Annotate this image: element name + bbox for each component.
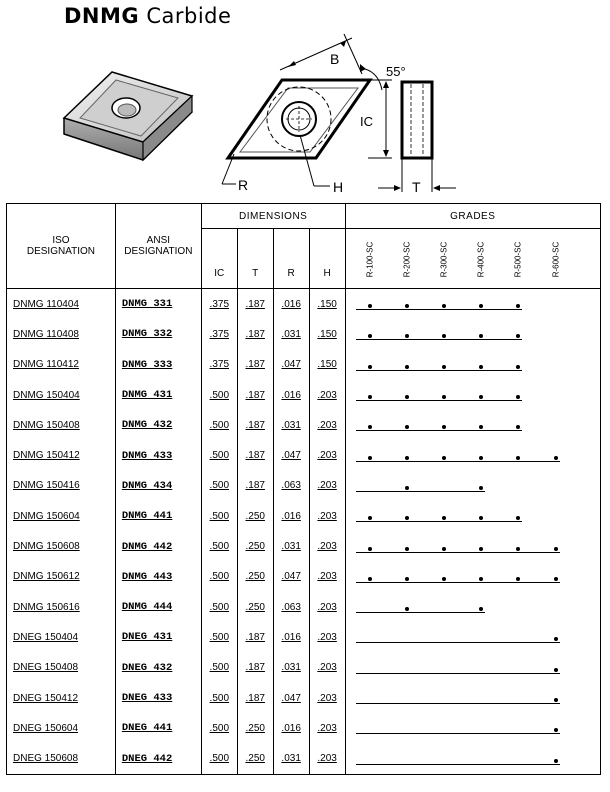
grade-dot (554, 637, 558, 641)
grade-dot (442, 577, 446, 581)
dim-r: .016 (273, 501, 309, 531)
grade-line (356, 733, 560, 734)
title-material: Carbide (146, 4, 232, 28)
dim-ic: .500 (201, 683, 237, 713)
label-h: H (333, 179, 344, 195)
grade-dot (554, 668, 558, 672)
dim-ic: .500 (201, 743, 237, 774)
grade-dot (554, 547, 558, 551)
grade-line (356, 673, 560, 674)
dim-h: .150 (309, 319, 345, 349)
dim-t: .187 (237, 653, 273, 683)
iso-designation: DNMG 150412 (7, 440, 116, 470)
grade-dot (368, 516, 372, 520)
ansi-designation: DNEG 441 (115, 713, 201, 743)
dim-h: .203 (309, 380, 345, 410)
ansi-designation: DNMG 432 (115, 410, 201, 440)
dim-r: .047 (273, 562, 309, 592)
dim-ic: .500 (201, 380, 237, 410)
dim-r: .047 (273, 350, 309, 380)
dim-t: .250 (237, 531, 273, 561)
dim-h: .203 (309, 471, 345, 501)
dim-h: .203 (309, 592, 345, 622)
grade-dot (442, 395, 446, 399)
grade-dot (405, 547, 409, 551)
grade-dot (479, 365, 483, 369)
grade-dot (479, 516, 483, 520)
table-row (7, 622, 601, 652)
dim-h: .203 (309, 683, 345, 713)
table-row (7, 471, 601, 501)
insert-top-view-icon (222, 34, 392, 186)
grade-dot (479, 334, 483, 338)
grade-col-header: R-300-SC (439, 241, 449, 278)
grade-dot (554, 759, 558, 763)
dim-t: .250 (237, 713, 273, 743)
grades-cell (345, 289, 600, 320)
grade-dot (516, 334, 520, 338)
grade-line (356, 370, 522, 371)
label-r: R (238, 177, 249, 193)
grade-dot (405, 486, 409, 490)
dim-r: .016 (273, 289, 309, 320)
label-t: T (412, 179, 421, 195)
dim-t: .187 (237, 289, 273, 320)
grade-dot (368, 365, 372, 369)
label-b: B (330, 51, 340, 67)
grades-cell (345, 592, 600, 622)
grade-col-header: R-600-SC (551, 241, 561, 278)
ansi-designation: DNEG 433 (115, 683, 201, 713)
grades-cell (345, 683, 600, 713)
iso-designation: DNEG 150412 (7, 683, 116, 713)
dim-ic: .500 (201, 501, 237, 531)
dim-r: .016 (273, 713, 309, 743)
dim-r: .063 (273, 592, 309, 622)
grade-col-header: R-500-SC (513, 241, 523, 278)
grade-col-header: R-200-SC (402, 241, 412, 278)
insert-drawing (0, 30, 610, 202)
dim-h: .203 (309, 713, 345, 743)
dim-ic: .500 (201, 592, 237, 622)
table-row (7, 562, 601, 592)
grade-line (356, 309, 522, 310)
iso-designation: DNMG 110408 (7, 319, 116, 349)
grade-dot (479, 304, 483, 308)
grade-line (356, 491, 485, 492)
dim-t: .187 (237, 410, 273, 440)
dim-ic: .500 (201, 471, 237, 501)
ansi-designation: DNMG 442 (115, 531, 201, 561)
dim-r: .016 (273, 622, 309, 652)
grade-dot (405, 516, 409, 520)
ansi-designation: DNEG 431 (115, 622, 201, 652)
ansi-designation: DNMG 443 (115, 562, 201, 592)
dim-h: .150 (309, 289, 345, 320)
dim-h: .203 (309, 410, 345, 440)
grades-cell (345, 440, 600, 470)
table-row (7, 531, 601, 561)
header-h: H (309, 229, 345, 289)
grade-col-header: R-100-SC (365, 241, 375, 278)
ansi-designation: DNEG 432 (115, 653, 201, 683)
header-dimensions: DIMENSIONS (201, 204, 345, 229)
page-title (64, 4, 231, 28)
table-row (7, 380, 601, 410)
dim-r: .031 (273, 410, 309, 440)
iso-designation: DNMG 150408 (7, 410, 116, 440)
table-row (7, 743, 601, 774)
grades-cell (345, 410, 600, 440)
dim-ic: .500 (201, 562, 237, 592)
header-t: T (237, 229, 273, 289)
table-row (7, 410, 601, 440)
dim-h: .203 (309, 501, 345, 531)
grade-line (356, 552, 560, 553)
grades-cell (345, 653, 600, 683)
grade-dot (405, 577, 409, 581)
insert-side-view-icon (378, 82, 456, 192)
grades-cell (345, 350, 600, 380)
dim-ic: .500 (201, 713, 237, 743)
dim-ic: .500 (201, 622, 237, 652)
grade-dot (479, 395, 483, 399)
header-ansi: ANSI DESIGNATION (115, 204, 201, 289)
spec-table (6, 203, 601, 775)
dim-r: .031 (273, 319, 309, 349)
dim-r: .016 (273, 380, 309, 410)
title-product: DNMG (64, 4, 140, 28)
insert-3d-icon (64, 72, 192, 160)
dim-h: .150 (309, 350, 345, 380)
iso-designation: DNMG 150616 (7, 592, 116, 622)
grade-dot (442, 547, 446, 551)
grades-cell (345, 501, 600, 531)
iso-designation: DNMG 110404 (7, 289, 116, 320)
grade-col-header: R-400-SC (476, 241, 486, 278)
grade-dot (368, 547, 372, 551)
iso-designation: DNEG 150404 (7, 622, 116, 652)
dim-h: .203 (309, 440, 345, 470)
table-row (7, 592, 601, 622)
grades-cell (345, 713, 600, 743)
grades-cell (345, 531, 600, 561)
dim-t: .187 (237, 471, 273, 501)
dim-t: .250 (237, 501, 273, 531)
iso-designation: DNMG 150608 (7, 531, 116, 561)
grade-dot (516, 456, 520, 460)
grade-dot (405, 607, 409, 611)
grades-cell (345, 743, 600, 774)
dim-t: .187 (237, 319, 273, 349)
grade-dot (368, 334, 372, 338)
table-row (7, 713, 601, 743)
dim-t: .250 (237, 562, 273, 592)
grade-dot (405, 425, 409, 429)
dim-t: .187 (237, 683, 273, 713)
grade-dot (442, 334, 446, 338)
iso-designation: DNMG 150612 (7, 562, 116, 592)
dim-ic: .375 (201, 319, 237, 349)
grade-dot (479, 486, 483, 490)
header-grade-cols (345, 229, 600, 289)
iso-designation: DNEG 150608 (7, 743, 116, 774)
dim-h: .203 (309, 622, 345, 652)
grades-cell (345, 319, 600, 349)
dim-r: .047 (273, 440, 309, 470)
iso-designation: DNEG 150604 (7, 713, 116, 743)
header-ic: IC (201, 229, 237, 289)
grade-dot (442, 365, 446, 369)
dim-ic: .375 (201, 289, 237, 320)
grade-dot (442, 304, 446, 308)
iso-designation: DNMG 150416 (7, 471, 116, 501)
ansi-designation: DNMG 332 (115, 319, 201, 349)
grade-dot (516, 516, 520, 520)
table-row (7, 440, 601, 470)
header-grades: GRADES (345, 204, 600, 229)
grade-dot (368, 395, 372, 399)
grade-dot (479, 425, 483, 429)
grade-dot (479, 607, 483, 611)
grade-dot (516, 395, 520, 399)
grade-line (356, 339, 522, 340)
table-row (7, 501, 601, 531)
dim-t: .250 (237, 592, 273, 622)
label-ic: IC (360, 114, 373, 129)
dim-h: .203 (309, 743, 345, 774)
grades-cell (345, 380, 600, 410)
grade-dot (442, 516, 446, 520)
grade-dot (405, 395, 409, 399)
dim-t: .187 (237, 380, 273, 410)
grade-dot (479, 547, 483, 551)
grade-line (356, 612, 485, 613)
ansi-designation: DNMG 444 (115, 592, 201, 622)
grade-line (356, 430, 522, 431)
ansi-designation: DNMG 431 (115, 380, 201, 410)
grade-dot (405, 456, 409, 460)
dim-r: .047 (273, 683, 309, 713)
grade-dot (405, 365, 409, 369)
header-r: R (273, 229, 309, 289)
dim-t: .187 (237, 440, 273, 470)
table-row (7, 289, 601, 320)
grade-dot (554, 698, 558, 702)
grade-dot (442, 425, 446, 429)
grade-line (356, 521, 522, 522)
dim-ic: .375 (201, 350, 237, 380)
dim-t: .250 (237, 743, 273, 774)
grade-dot (516, 577, 520, 581)
ansi-designation: DNMG 331 (115, 289, 201, 320)
grade-dot (368, 304, 372, 308)
grades-cell (345, 622, 600, 652)
grade-dot (442, 456, 446, 460)
grade-dot (368, 425, 372, 429)
ansi-designation: DNMG 441 (115, 501, 201, 531)
dim-t: .187 (237, 622, 273, 652)
grade-dot (516, 547, 520, 551)
grade-dot (368, 456, 372, 460)
iso-designation: DNMG 150404 (7, 380, 116, 410)
grade-line (356, 582, 560, 583)
spec-sheet (6, 203, 601, 787)
grade-line (356, 400, 522, 401)
dim-r: .031 (273, 531, 309, 561)
dim-ic: .500 (201, 440, 237, 470)
header-iso: ISO DESIGNATION (7, 204, 116, 289)
grade-dot (405, 304, 409, 308)
grade-dot (516, 365, 520, 369)
table-row (7, 350, 601, 380)
dim-t: .187 (237, 350, 273, 380)
grade-dot (516, 425, 520, 429)
iso-designation: DNMG 150604 (7, 501, 116, 531)
dim-h: .203 (309, 653, 345, 683)
dim-h: .203 (309, 531, 345, 561)
grade-line (356, 703, 560, 704)
grade-line (356, 461, 560, 462)
grades-cell (345, 471, 600, 501)
table-row (7, 653, 601, 683)
dim-ic: .500 (201, 410, 237, 440)
ansi-designation: DNMG 333 (115, 350, 201, 380)
grade-dot (554, 456, 558, 460)
ansi-designation: DNMG 433 (115, 440, 201, 470)
grade-dot (554, 728, 558, 732)
dim-ic: .500 (201, 531, 237, 561)
dim-r: .031 (273, 653, 309, 683)
dim-r: .031 (273, 743, 309, 774)
iso-designation: DNMG 110412 (7, 350, 116, 380)
ansi-designation: DNMG 434 (115, 471, 201, 501)
grades-cell (345, 562, 600, 592)
label-angle: 55° (386, 64, 406, 79)
grade-dot (479, 577, 483, 581)
grade-dot (405, 334, 409, 338)
dim-r: .063 (273, 471, 309, 501)
dim-ic: .500 (201, 653, 237, 683)
grade-dot (368, 577, 372, 581)
dim-h: .203 (309, 562, 345, 592)
ansi-designation: DNEG 442 (115, 743, 201, 774)
table-row (7, 683, 601, 713)
grade-dot (479, 456, 483, 460)
grade-dot (516, 304, 520, 308)
iso-designation: DNEG 150408 (7, 653, 116, 683)
grade-line (356, 764, 560, 765)
grade-dot (554, 577, 558, 581)
grade-line (356, 642, 560, 643)
table-row (7, 319, 601, 349)
